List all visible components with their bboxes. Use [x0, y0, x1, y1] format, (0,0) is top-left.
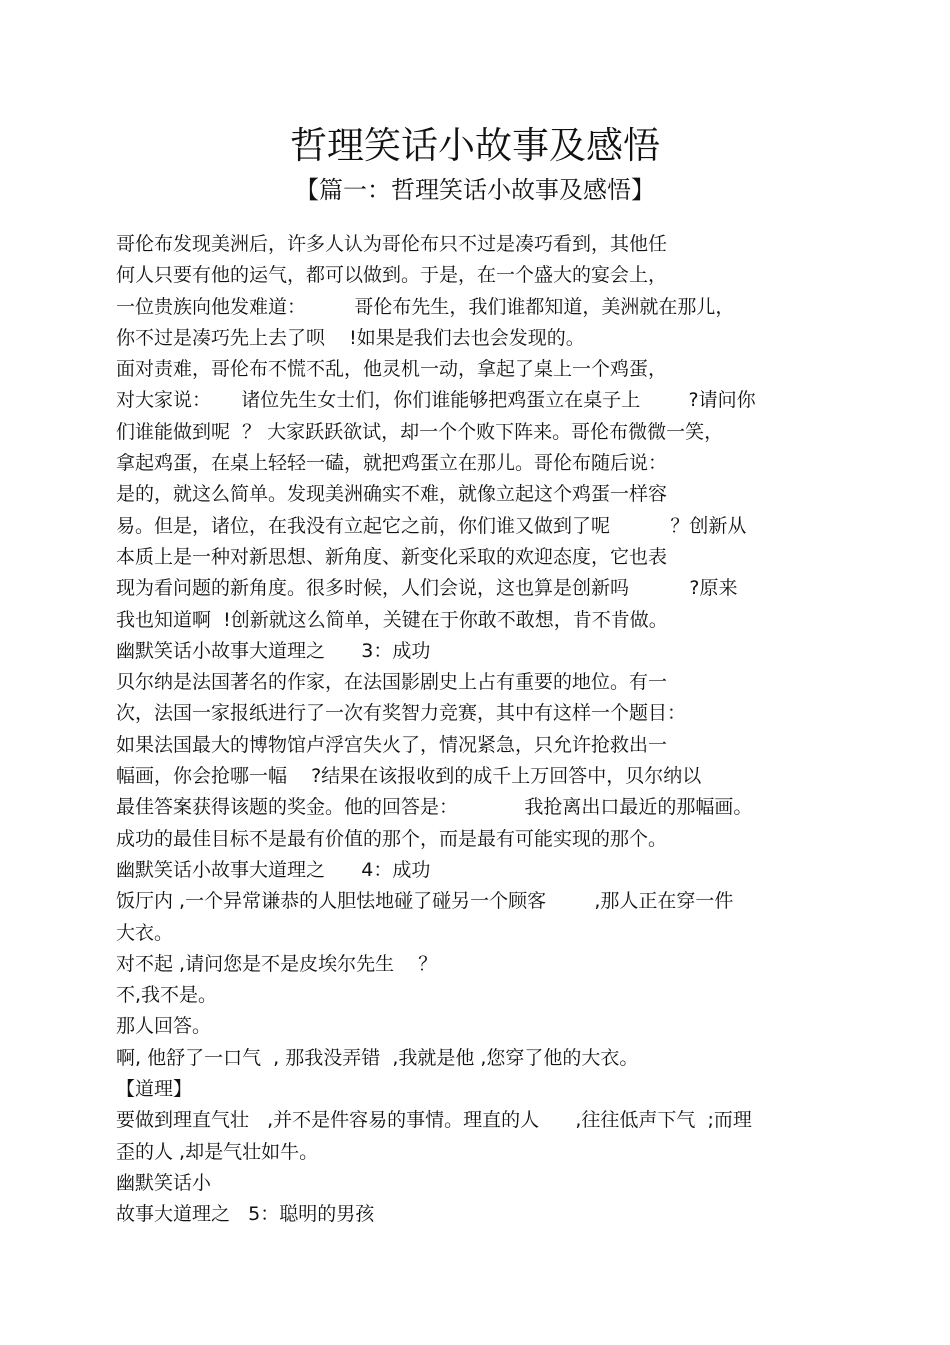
text-line: 幅画，你会抢哪一幅 ?结果在该报收到的成千上万回答中，贝尔纳以: [116, 765, 702, 788]
text-line: 幽默笑话小: [116, 1171, 212, 1194]
text-line: 对大家说： 诸位先生女士们，你们谁能够把鸡蛋立在桌子上 ?请问你: [116, 389, 756, 412]
document-body: [116, 229, 836, 1231]
text-line: 你不过是凑巧先上去了呗 !如果是我们去也会发现的。: [116, 326, 585, 349]
text-line: 饭厅内 ,一个异常谦恭的人胆怯地碰了碰另一个顾客 ,那人正在穿一件: [116, 890, 734, 913]
text-line: 最佳答案获得该题的奖金。他的回答是： 我抢离出口最近的那幅画。: [116, 796, 753, 819]
text-line: 我也知道啊 !创新就这么简单，关键在于你敢不敢想，肯不肯做。: [116, 608, 668, 631]
text-line: 那人回答。: [116, 1015, 212, 1038]
text-line: 面对责难，哥伦布不慌不乱，他灵机一动，拿起了桌上一个鸡蛋，: [116, 358, 668, 381]
text-line: 本质上是一种对新思想、新角度、新变化采取的欢迎态度，它也表: [116, 545, 668, 568]
text-line: 们谁能做到呢 ？ 大家跃跃欲试，却一个个败下阵来。哥伦布微微一笑，: [116, 420, 724, 443]
text-line: 拿起鸡蛋，在桌上轻轻一磕，就把鸡蛋立在那儿。哥伦布随后说：: [116, 452, 668, 475]
text-line: 歪的人 ,却是气壮如牛。: [116, 1140, 319, 1163]
text-line: 次，法国一家报纸进行了一次有奖智力竞赛，其中有这样一个题目：: [116, 702, 687, 725]
text-line: 幽默笑话小故事大道理之 4：成功: [116, 858, 431, 881]
text-line: 现为看问题的新角度。很多时候，人们会说，这也算是创新吗 ?原来: [116, 577, 738, 600]
text-line: 成功的最佳目标不是最有价值的那个，而是最有可能实现的那个。: [116, 827, 668, 850]
text-line: 是的，就这么简单。发现美洲确实不难，就像立起这个鸡蛋一样容: [116, 483, 668, 506]
text-line: 易。但是，诸位，在我没有立起它之前，你们谁又做到了呢 ？创新从: [116, 514, 747, 537]
document-subtitle: 【篇一：哲理笑话小故事及感悟】: [295, 176, 655, 204]
text-line: 如果法国最大的博物馆卢浮宫失火了，情况紧急，只允许抢救出一: [116, 733, 668, 756]
text-line: 贝尔纳是法国著名的作家，在法国影剧史上占有重要的地位。有一: [116, 671, 668, 694]
document-title: 哲理笑话小故事及感悟: [290, 124, 660, 167]
text-line: 一位贵族向他发难道： 哥伦布先生，我们谁都知道，美洲就在那儿，: [116, 295, 735, 318]
text-line: 啊, 他舒了一口气 , 那我没弄错 ,我就是他 ,您穿了他的大衣。: [116, 1046, 639, 1069]
text-line: 何人只要有他的运气，都可以做到。于是，在一个盛大的宴会上，: [116, 264, 668, 287]
text-line: 要做到理直气壮 ,并不是件容易的事情。理直的人 ,往往低声下气 ;而理: [116, 1109, 752, 1132]
text-line: 大衣。: [116, 921, 174, 944]
text-line: 哥伦布发现美洲后，许多人认为哥伦布只不过是凑巧看到，其他任: [116, 233, 668, 255]
text-line: 对不起 ,请问您是不是皮埃尔先生 ？: [116, 952, 438, 975]
text-line: 故事大道理之 5：聪明的男孩: [116, 1203, 375, 1226]
text-line: 【道理】: [116, 1078, 193, 1101]
text-line: 幽默笑话小故事大道理之 3：成功: [116, 639, 431, 662]
text-line: 不,我不是。: [116, 984, 218, 1007]
